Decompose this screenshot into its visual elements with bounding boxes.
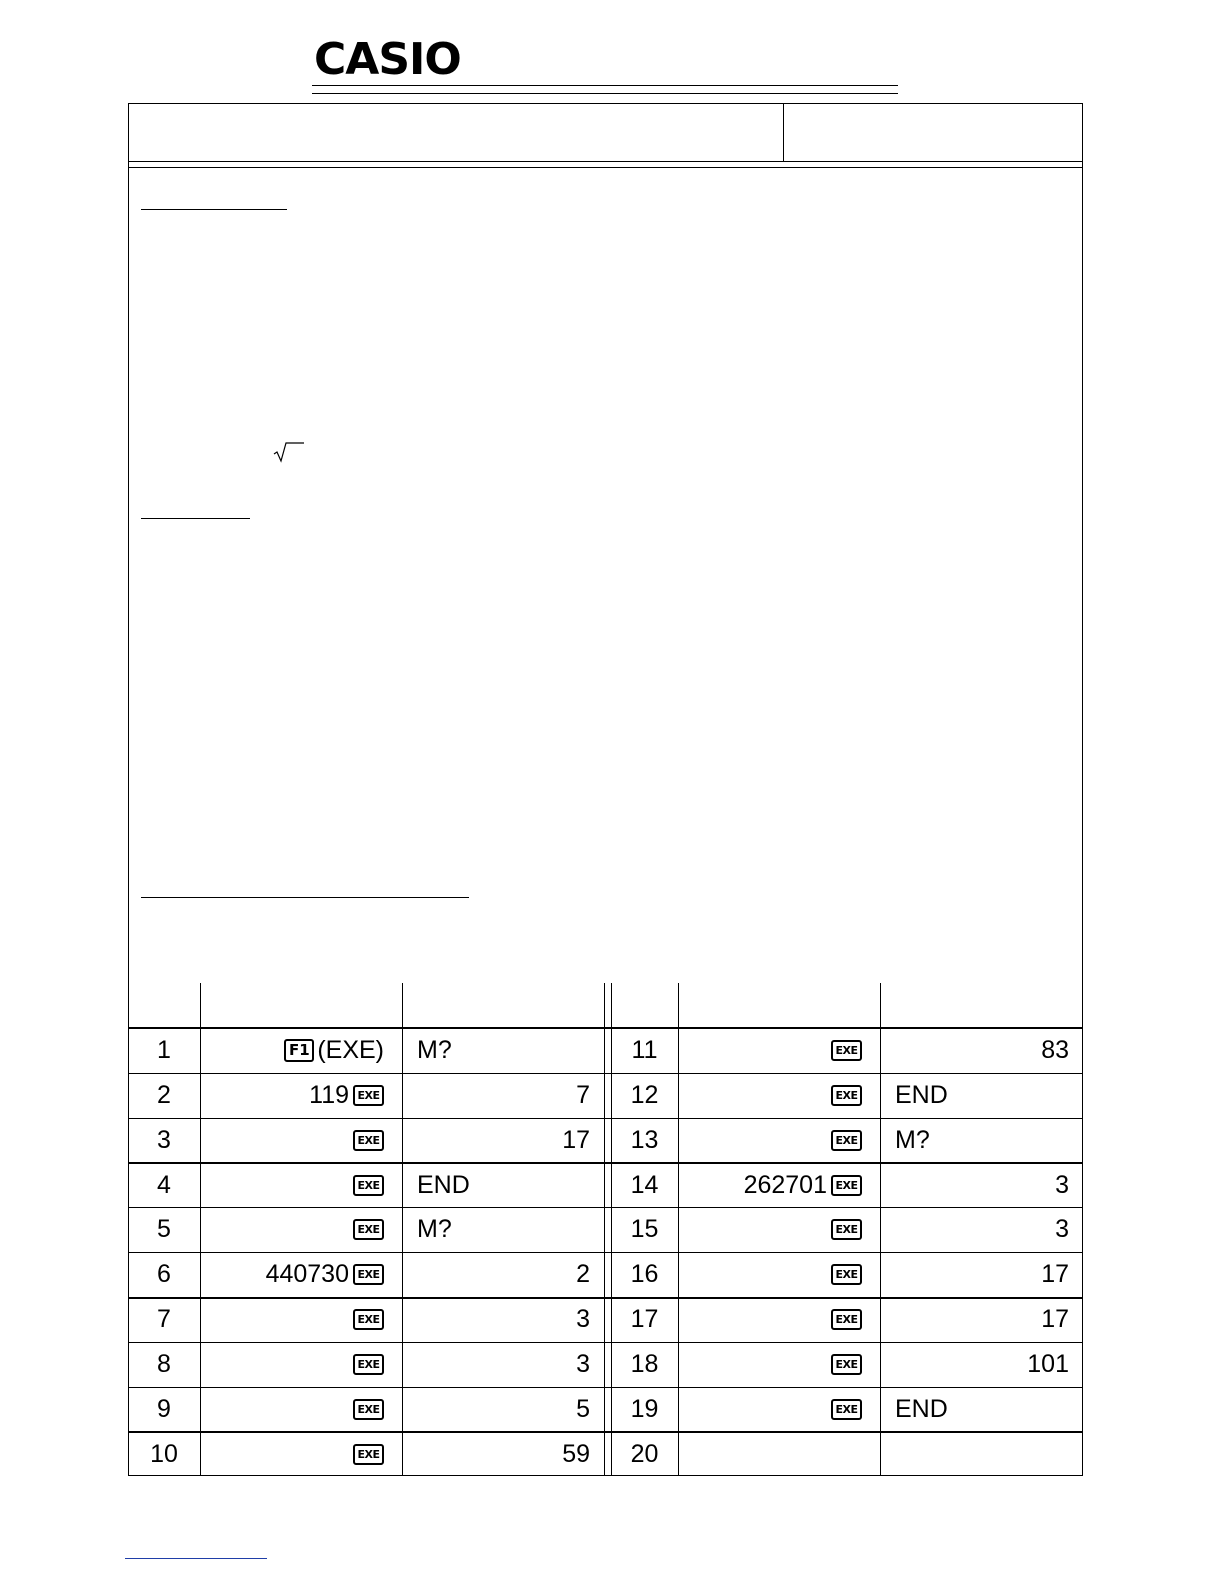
display-value: 3 <box>1055 1215 1069 1243</box>
key-operation <box>200 1028 402 1073</box>
key-operation <box>200 1073 402 1118</box>
step-number: 4 <box>157 1171 171 1199</box>
key-operation <box>678 1297 880 1342</box>
step-number: 6 <box>157 1260 171 1288</box>
step-number: 1 <box>157 1036 171 1064</box>
title-box-divider <box>783 103 784 161</box>
display-value: M? <box>417 1036 452 1064</box>
display-value: 17 <box>1041 1305 1069 1333</box>
display-value: 3 <box>1055 1171 1069 1199</box>
key-entry: 262701 <box>743 1171 827 1199</box>
step-number: 9 <box>157 1395 171 1423</box>
step-number: 7 <box>157 1305 171 1333</box>
key-entry: 440730 <box>265 1260 349 1288</box>
exe-key-icon: EXE <box>353 1354 384 1375</box>
key-operation <box>200 1207 402 1252</box>
key-operation <box>678 1207 880 1252</box>
exe-key-icon: EXE <box>353 1175 384 1196</box>
display-value: END <box>895 1395 948 1423</box>
casio-logo: CASIO <box>314 34 461 85</box>
step-number: 5 <box>157 1215 171 1243</box>
step-number: 15 <box>630 1215 659 1243</box>
exe-key-icon: EXE <box>831 1309 862 1330</box>
step-number: 11 <box>631 1036 658 1064</box>
step-number: 14 <box>630 1171 659 1199</box>
f1-key-icon: F1 <box>284 1039 314 1062</box>
display-value <box>880 1432 1083 1477</box>
key-operation <box>200 1387 402 1432</box>
display-value: END <box>417 1171 470 1199</box>
step-number: 3 <box>157 1126 171 1154</box>
display-value: 17 <box>562 1126 590 1154</box>
key-operation-table <box>128 983 1083 1476</box>
table-column-rule <box>604 983 605 1476</box>
section-heading-underline <box>141 897 469 898</box>
step-number: 20 <box>630 1440 659 1468</box>
display-value: 17 <box>1041 1260 1069 1288</box>
display-value: 59 <box>562 1440 590 1468</box>
exe-key-icon: EXE <box>831 1085 862 1106</box>
display-value: 101 <box>1027 1350 1069 1378</box>
key-operation <box>678 1432 880 1477</box>
title-box-rule <box>128 167 1083 168</box>
header-rule <box>312 85 898 86</box>
section-heading-underline <box>141 518 250 519</box>
display-value: 3 <box>576 1350 590 1378</box>
display-value: 83 <box>1041 1036 1069 1064</box>
key-operation <box>678 1118 880 1163</box>
step-number: 17 <box>630 1305 659 1333</box>
key-operation <box>200 1432 402 1477</box>
exe-key-icon: EXE <box>353 1219 384 1240</box>
exe-key-icon: EXE <box>831 1130 862 1151</box>
step-number: 16 <box>630 1260 659 1288</box>
step-number: 18 <box>630 1350 659 1378</box>
exe-key-icon: EXE <box>831 1399 862 1420</box>
display-value: M? <box>417 1215 452 1243</box>
exe-key-icon: EXE <box>353 1264 384 1285</box>
key-operation <box>200 1297 402 1342</box>
header-rule <box>312 93 898 94</box>
display-value: 3 <box>576 1305 590 1333</box>
key-operation <box>200 1118 402 1163</box>
key-operation <box>200 1342 402 1387</box>
key-operation <box>678 1163 880 1208</box>
key-suffix: (EXE) <box>317 1036 384 1064</box>
exe-key-icon: EXE <box>831 1354 862 1375</box>
step-number: 8 <box>157 1350 171 1378</box>
exe-key-icon: EXE <box>831 1264 862 1285</box>
step-number: 12 <box>630 1081 659 1109</box>
key-operation <box>678 1252 880 1297</box>
exe-key-icon: EXE <box>353 1085 384 1106</box>
display-value: 5 <box>576 1395 590 1423</box>
footer-link-underline <box>125 1558 267 1559</box>
key-operation <box>678 1387 880 1432</box>
section-heading-underline <box>141 209 287 210</box>
exe-key-icon: EXE <box>353 1399 384 1420</box>
key-operation <box>200 1252 402 1297</box>
exe-key-icon: EXE <box>353 1130 384 1151</box>
title-box-rule <box>128 161 1083 162</box>
step-number: 2 <box>157 1081 171 1109</box>
step-number: 19 <box>630 1395 659 1423</box>
key-operation <box>678 1073 880 1118</box>
key-operation <box>678 1028 880 1073</box>
display-value: 2 <box>576 1260 590 1288</box>
exe-key-icon: EXE <box>831 1175 862 1196</box>
exe-key-icon: EXE <box>831 1040 862 1061</box>
step-number: 10 <box>150 1440 178 1468</box>
display-value: M? <box>895 1126 930 1154</box>
key-operation <box>678 1342 880 1387</box>
square-root-symbol <box>272 440 306 464</box>
exe-key-icon: EXE <box>353 1444 384 1465</box>
step-number: 13 <box>630 1126 659 1154</box>
display-value: END <box>895 1081 948 1109</box>
key-entry: 119 <box>309 1081 349 1109</box>
exe-key-icon: EXE <box>353 1309 384 1330</box>
display-value: 7 <box>576 1081 590 1109</box>
key-operation <box>200 1163 402 1208</box>
exe-key-icon: EXE <box>831 1219 862 1240</box>
